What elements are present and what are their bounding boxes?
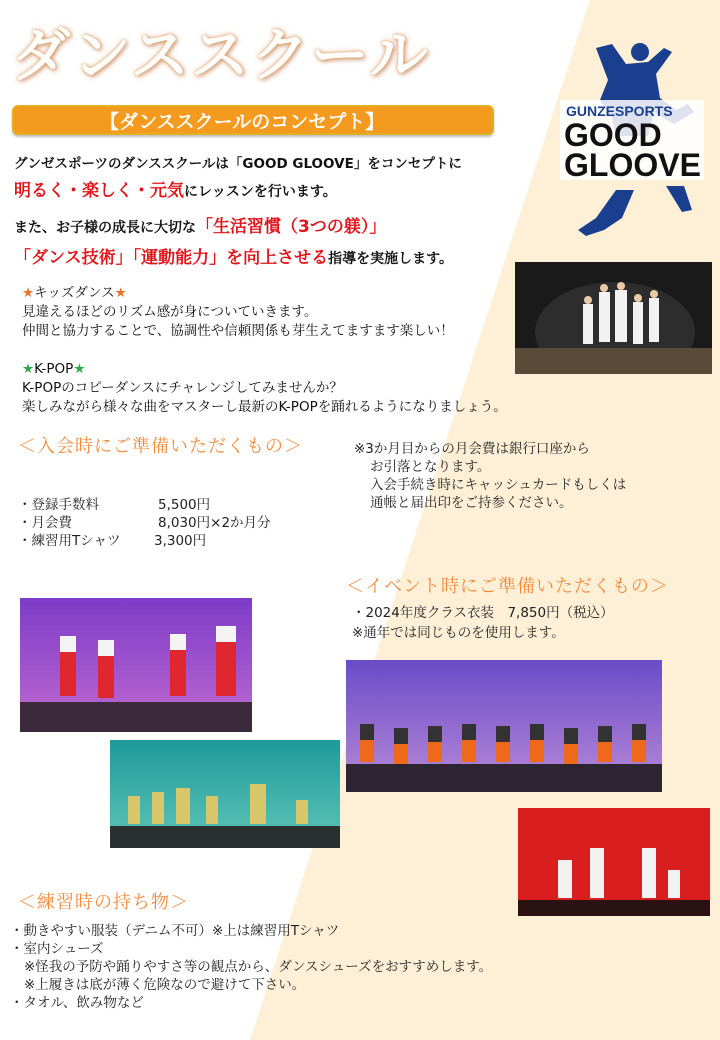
enroll-item: ・練習用Tシャツ 3,300円 [18, 533, 207, 549]
logo-line1: GOOD [564, 117, 662, 153]
lead-line4 [14, 243, 453, 268]
lead-line2-rest: にレッスンを行います。 [184, 184, 337, 200]
lead-line4-red: 「ダンス技術」「運動能力」を向上させる [14, 248, 329, 268]
enroll-header: ＜入会時にご準備いただくもの＞ [18, 436, 303, 457]
kpop-section [22, 360, 507, 417]
enroll-item: ・月会費 8,030円×2か月分 [18, 515, 271, 531]
kpop-line1: K-POPのコピーダンスにチャレンジしてみませんか？ [22, 380, 343, 396]
lead-line2 [14, 176, 337, 201]
logo-line2: GLOOVE [564, 147, 701, 183]
good-gloove-logo [556, 40, 708, 240]
concept-header: 【ダンススクールのコンセプト】 [12, 105, 494, 135]
page-title: ダンススクール [12, 21, 430, 89]
enroll-item: ・登録手数料 5,500円 [18, 497, 211, 513]
kids-dance-section [22, 284, 454, 341]
lead-line2-red: 明るく・楽しく・元気 [14, 181, 184, 201]
kpop-line2: 楽しみながら様々な曲をマスターし最新のK-POPを踊れるようになりましょう。 [22, 399, 507, 415]
kids-dance-line2: 仲間と協力することで、協調性や信頼関係も芽生えてますます楽しい！ [22, 323, 454, 339]
photo-stage-kids [515, 262, 712, 374]
lead-line3-red: 「生活習慣（3つの躾）」 [196, 217, 387, 237]
logo-brand: GUNZESPORTS [566, 103, 673, 119]
event-header: ＜イベント時にご準備いただくもの＞ [346, 576, 669, 597]
lead-line3 [14, 212, 386, 237]
photo-yellow-costumes [110, 740, 340, 848]
kpop-title: ★K-POP★ [22, 361, 86, 377]
lead-line1: グンゼスポーツのダンススクールは「GOOD GLOOVE」をコンセプトに [14, 156, 462, 172]
star-icon: ★ [114, 285, 127, 301]
lead-line3-start: また、お子様の成長に大切な [14, 220, 196, 236]
kids-dance-line1: 見違えるほどのリズム感が身についていきます。 [22, 304, 318, 320]
practice-list: ・動きやすい服装（デニム不可）※上は練習用Tシャツ ・室内シューズ ※怪我の予防や踊りやすさ等の観点から、ダンスシューズをおすすめします。 ※上履きは底が薄く危険なので避けて下さい。 ・タオル、飲み物など [10, 923, 493, 1011]
enroll-notes: ※3か月目からの月会費は銀行口座から お引落となります。 入会手続き時にキャッシュカードもしくは 通帳と届出印をご持参ください。 [354, 441, 627, 511]
kids-dance-title: ★キッズダンス★ [22, 285, 127, 301]
event-item: ・2024年度クラス衣装 7,850円（税込） [352, 605, 614, 621]
practice-header: ＜練習時の持ち物＞ [18, 892, 189, 913]
enroll-items [18, 496, 271, 550]
photo-white-costumes [518, 808, 710, 916]
event-note: ※通年では同じものを使用します。 [352, 625, 565, 641]
lead-line4-rest: 指導を実施します。 [328, 251, 454, 267]
photo-orange-costumes [346, 660, 662, 792]
star-icon: ★ [22, 361, 35, 377]
star-icon: ★ [73, 361, 86, 377]
star-icon: ★ [22, 285, 35, 301]
photo-red-costumes [20, 598, 252, 732]
